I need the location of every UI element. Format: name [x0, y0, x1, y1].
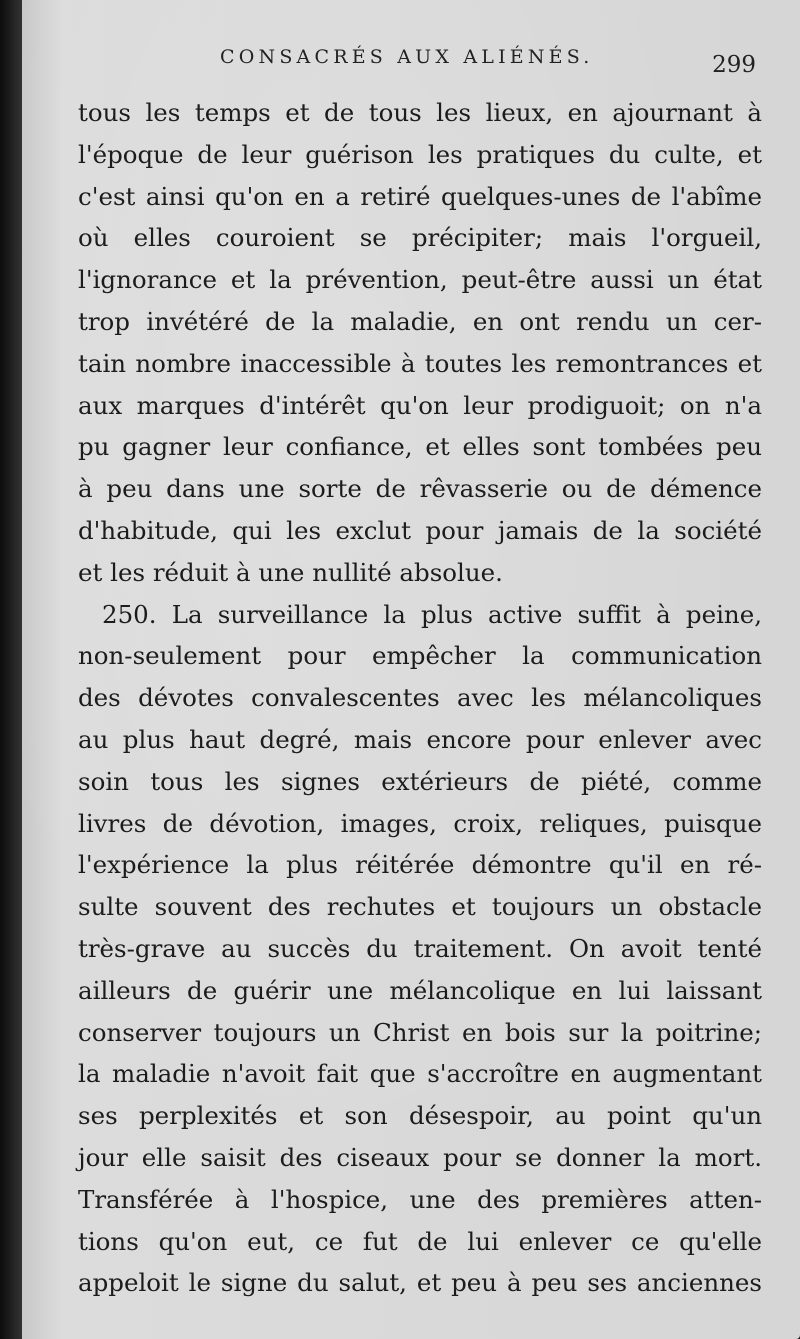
text-line: d'habitude, qui les exclut pour jamais de la société	[78, 515, 762, 545]
text-line: conserver toujours un Christ en bois sur la poitrine;	[78, 1017, 762, 1047]
text-line: l'expérience la plus réitérée démontre qu'il en ré-	[78, 850, 762, 880]
text-line: tous les temps et de tous les lieux, en ajournant à	[78, 98, 762, 127]
text-line: des dévotes convalescentes avec les mélancoliques	[78, 683, 762, 713]
text-line: où elles couroient se précipiter; mais l'orgueil,	[78, 223, 762, 253]
text-line: appeloit le signe du salut, et peu à peu ses anciennes	[78, 1268, 762, 1298]
text-line: très-grave au succès du traitement. On avoit tenté	[78, 933, 762, 963]
text-line: non-seulement pour empêcher la communication	[78, 641, 762, 671]
text-line: c'est ainsi qu'on en a retiré quelques-unes de l'abîme	[78, 181, 762, 211]
page-number: 299	[712, 52, 756, 78]
text-line: sulte souvent des rechutes et toujours un obstacle	[78, 892, 762, 922]
text-line: soin tous les signes extérieurs de piété, comme	[78, 766, 762, 796]
text-line: ses perplexités et son désespoir, au point qu'un	[78, 1101, 762, 1131]
text-line: Transférée à l'hospice, une des premières atten-	[78, 1184, 762, 1214]
text-line: à peu dans une sorte de rêvasserie ou de démence	[78, 474, 762, 504]
text-line: l'ignorance et la prévention, peut-être aussi un état	[78, 265, 762, 295]
text-line: livres de dévotion, images, croix, reliques, puisque	[78, 808, 762, 838]
text-line: trop invétéré de la maladie, en ont rendu un cer-	[78, 306, 762, 336]
text-line: la maladie n'avoit fait que s'accroître en augmentant	[78, 1059, 762, 1089]
text-line: pu gagner leur confiance, et elles sont tombées peu	[78, 432, 762, 462]
book-page	[22, 0, 800, 1339]
text-line: ailleurs de guérir une mélancolique en lui laissant	[78, 975, 762, 1005]
running-head: CONSACRÉS AUX ALIÉNÉS.	[220, 46, 594, 68]
text-line: au plus haut degré, mais encore pour enlever avec	[78, 724, 762, 754]
text-line: jour elle saisit des ciseaux pour se donner la mort.	[78, 1142, 762, 1172]
text-line: tions qu'on eut, ce fut de lui enlever ce qu'elle	[78, 1226, 762, 1256]
text-line: tain nombre inaccessible à toutes les remontrances et	[78, 348, 762, 378]
text-line: aux marques d'intérêt qu'on leur prodiguoit; on n'a	[78, 390, 762, 420]
paragraph-start-line: 250. La surveillance la plus active suffit à peine,	[102, 599, 762, 629]
text-line: l'époque de leur guérison les pratiques du culte, et	[78, 139, 762, 169]
paragraph-end-line: et les réduit à une nullité absolue.	[78, 557, 503, 587]
body-text	[78, 92, 762, 1304]
